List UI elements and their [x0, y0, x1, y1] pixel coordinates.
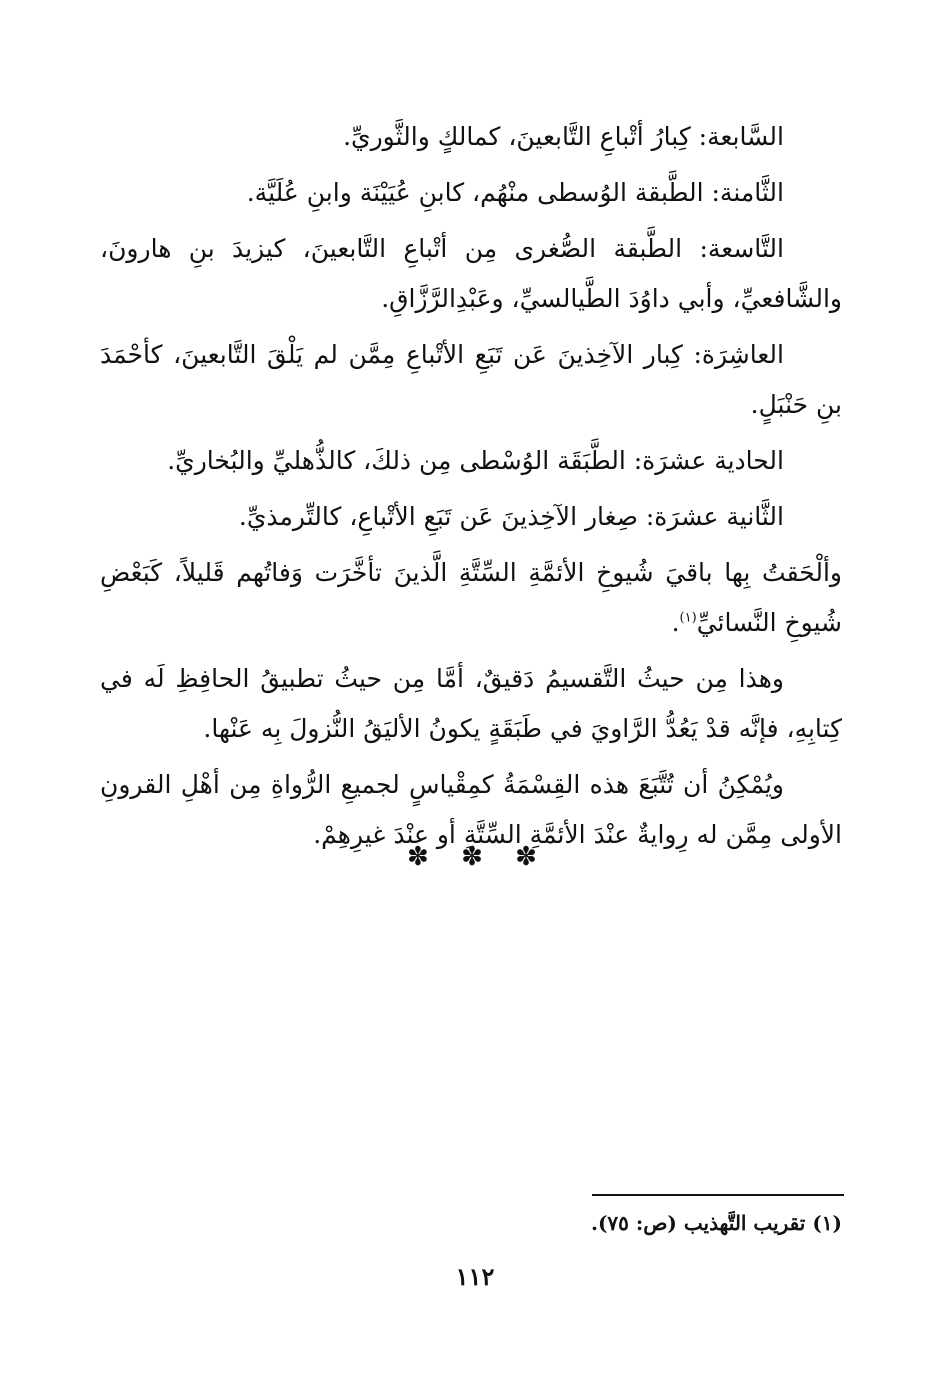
paragraph-10th-tier: العاشِرَة: كِبار الآخِذينَ عَن تَبَعِ الأتْباعِ مِمَّن لم يَلْقَ التَّابعينَ، كأحْمَدَ بنِ حَنْبَلٍ.	[100, 340, 842, 419]
paragraph-9th-tier: التَّاسعة: الطَّبقة الصُّغرى مِن أتْباعِ التَّابعينَ، كيزيدَ بنِ هارونَ، والشَّافعيِّ، وأبي داوُدَ الطَّيالسيِّ، وعَبْدِالرَّزَّاقِ.	[100, 234, 842, 313]
paragraph-precision: وهذا مِن حيثُ التَّقسيمُ دَقيقٌ، أمَّا مِن حيثُ تطبيقُ الحافِظِ لَه في كِتابِهِ، فإنَّه قدْ يَعُدُّ الرَّاويَ في طَبَقَةٍ يكونُ الأليَقُ النُّزولَ بِه عَنْها.	[100, 664, 842, 743]
paragraph-8th-tier: الثَّامنة: الطَّبقة الوُسطى منْهُم، كابنِ عُيَيْنَة وابنِ عُلَيَّة.	[246, 178, 784, 207]
paragraph-appendix: وألْحَقتُ بِها باقيَ شُيوخِ الأئمَّةِ السِّتَّةِ الَّذينَ تأخَّرَت وَفاتُهم قَليلاً، كَبَعْضِ شُيوخِ النَّسائيِّ$^{(١)}$.	[100, 558, 842, 637]
paragraph-7th-tier: السَّابعة: كِبارُ أتْباعِ التَّابعينَ، كمالكٍ والثَّوريِّ.	[343, 122, 784, 151]
ornament-flower-icon: ✽	[407, 842, 435, 872]
section-divider	[0, 842, 950, 872]
paragraph-11th-tier: الحادية عشرَة: الطَّبَقَة الوُسْطى مِن ذلكَ، كالذُّهليِّ والبُخاريِّ.	[167, 446, 784, 475]
ornament-flower-icon: ✽	[515, 842, 543, 872]
main-text	[100, 112, 842, 866]
ornament-flower-icon: ✽	[461, 842, 489, 872]
footnote-reference: (١)	[679, 610, 697, 626]
footnote-separator	[592, 1194, 844, 1196]
footnote: (١) تقريب التَّهذيب (ص: ٧٥).	[590, 1211, 842, 1235]
paragraph-12th-tier: الثَّانية عشرَة: صِغار الآخِذينَ عَن تَبَعِ الأتْباعِ، كالتِّرمذيِّ.	[238, 502, 784, 531]
paragraph-measure: ويُمْكِنُ أن تُتَّبَعَ هذه القِسْمَةُ كمِقْياسٍ لجميعِ الرُّواةِ مِن أهْلِ القرونِ الأولى مِمَّن له رِوايةٌ عنْدَ الأئمَّةِ السِّتَّةِ أو عنْدَ غيرِهِمْ.	[100, 770, 842, 849]
page-number: ١١٢	[455, 1262, 495, 1291]
